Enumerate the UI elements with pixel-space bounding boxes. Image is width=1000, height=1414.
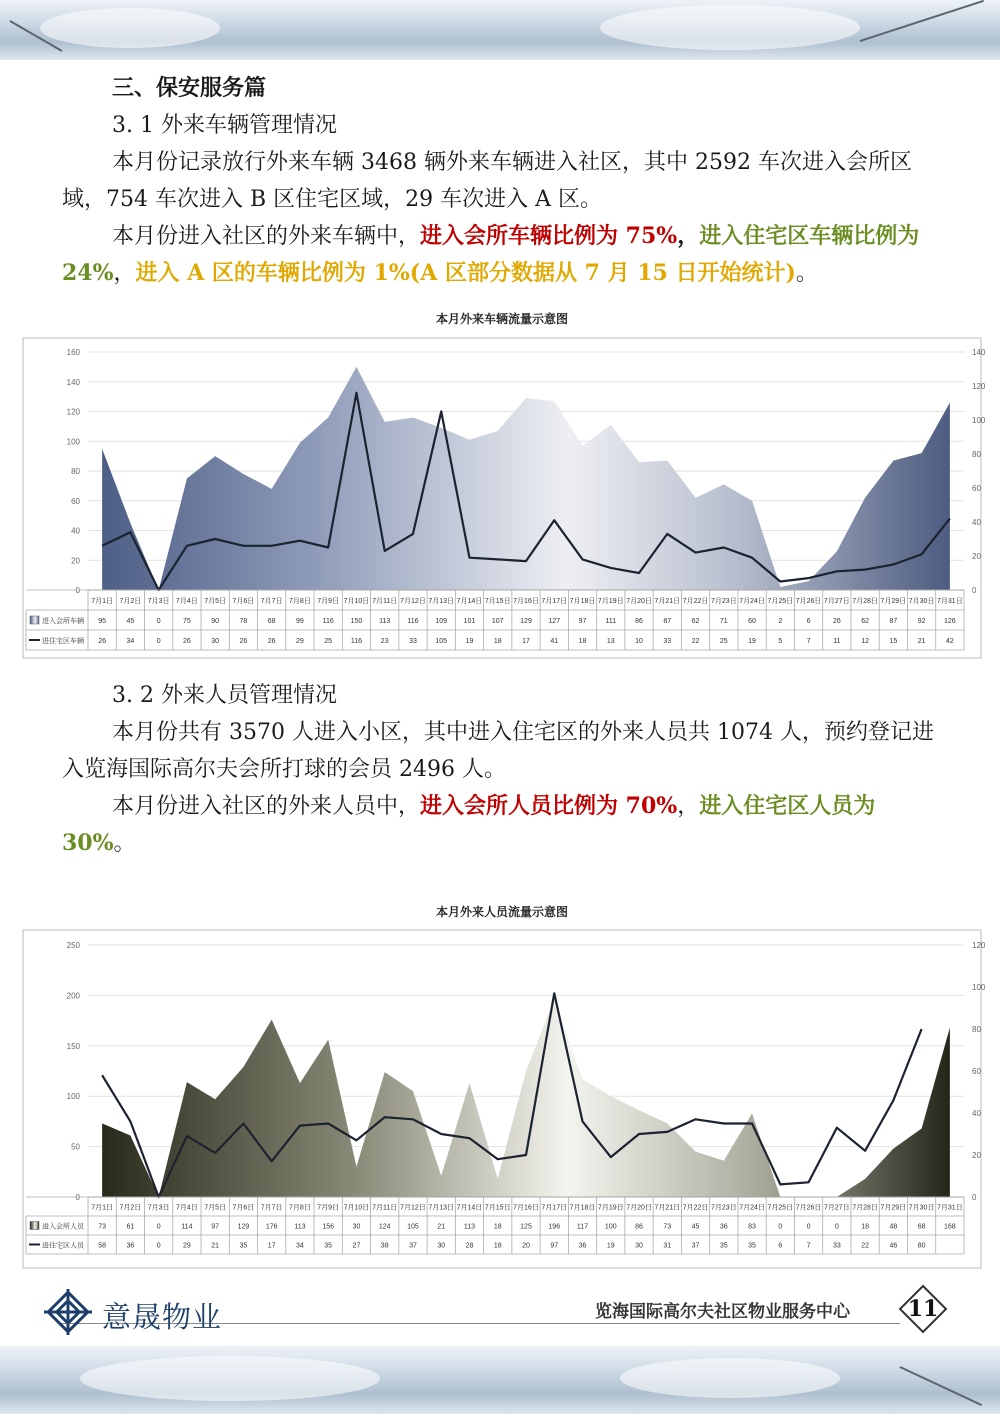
text-span: ， bbox=[113, 261, 136, 286]
y-right-tick-label: 100 bbox=[972, 983, 986, 992]
y-right-tick-label: 20 bbox=[972, 552, 981, 561]
y-right-tick-label: 140 bbox=[972, 348, 986, 357]
x-tick-label: 7月22日 bbox=[682, 598, 709, 605]
y-right-tick-label: 120 bbox=[972, 941, 986, 950]
frost-decoration bbox=[80, 1356, 380, 1401]
table-cell-value: 26 bbox=[183, 638, 191, 645]
y-right-tick-label: 80 bbox=[972, 450, 981, 459]
table-cell-value: 18 bbox=[578, 638, 587, 645]
table-cell-value: 21 bbox=[437, 1223, 446, 1231]
x-tick-label: 7月28日 bbox=[852, 1204, 878, 1212]
y-right-tick-label: 0 bbox=[972, 586, 977, 595]
y-left-tick-label: 20 bbox=[71, 556, 80, 566]
y-left-tick-label: 100 bbox=[66, 437, 80, 447]
x-tick-label: 7月6日 bbox=[232, 1204, 255, 1212]
x-tick-label: 7月8日 bbox=[289, 1204, 311, 1212]
table-cell-value: 36 bbox=[719, 1223, 728, 1231]
table-cell-value: 68 bbox=[267, 618, 276, 625]
table-cell-value: 150 bbox=[350, 618, 363, 625]
bottom-banner bbox=[0, 1346, 1000, 1414]
table-cell-value: 2 bbox=[778, 618, 783, 625]
x-tick-label: 7月8日 bbox=[289, 598, 311, 605]
x-tick-label: 7月9日 bbox=[317, 1204, 340, 1212]
y-left-tick-label: 50 bbox=[71, 1142, 80, 1152]
y-left-tick-label: 160 bbox=[66, 348, 80, 357]
table-cell-value: 37 bbox=[691, 1242, 700, 1250]
x-tick-label: 7月26日 bbox=[795, 598, 822, 605]
chart-title: 本月外来人员流量示意图 bbox=[435, 905, 569, 919]
y-right-tick-label: 60 bbox=[972, 1067, 981, 1076]
x-tick-label: 7月23日 bbox=[710, 598, 737, 605]
x-tick-label: 7月7日 bbox=[260, 1204, 283, 1212]
table-cell-value: 116 bbox=[407, 618, 419, 625]
table-cell-value: 116 bbox=[350, 638, 363, 645]
residential-people-ratio: 进入住宅区人员为 30% bbox=[62, 793, 876, 856]
y-left-tick-label: 60 bbox=[71, 496, 80, 506]
table-cell-value: 113 bbox=[294, 1223, 306, 1231]
table-cell-value: 45 bbox=[126, 618, 135, 625]
x-tick-label: 7月29日 bbox=[880, 1204, 907, 1212]
subsection-title-people: 3. 2 外来人员管理情况 bbox=[112, 683, 337, 708]
series-area-clubhouse bbox=[102, 367, 950, 590]
table-cell-value: 10 bbox=[635, 638, 643, 645]
y-right-tick-label: 40 bbox=[972, 1109, 981, 1118]
table-cell-value: 36 bbox=[578, 1242, 587, 1250]
table-cell-value: 73 bbox=[663, 1223, 672, 1231]
table-cell-value: 12 bbox=[861, 638, 869, 645]
table-cell-value: 23 bbox=[380, 638, 389, 645]
table-cell-value: 95 bbox=[98, 618, 107, 625]
table-cell-value: 100 bbox=[604, 1223, 617, 1231]
table-cell-value: 22 bbox=[861, 1242, 869, 1250]
table-cell-value: 19 bbox=[748, 638, 756, 645]
table-cell-value: 26 bbox=[239, 638, 248, 645]
table-cell-value: 116 bbox=[322, 618, 334, 625]
table-cell-value: 25 bbox=[324, 638, 333, 645]
table-cell-value: 97 bbox=[550, 1242, 559, 1250]
x-tick-label: 7月2日 bbox=[119, 598, 142, 605]
x-tick-label: 7月19日 bbox=[597, 1204, 624, 1212]
table-cell-value: 176 bbox=[265, 1223, 278, 1231]
x-tick-label: 7月10日 bbox=[343, 598, 370, 605]
table-cell-value: 86 bbox=[635, 1223, 643, 1231]
table-cell-value: 111 bbox=[605, 618, 617, 625]
table-cell-value: 75 bbox=[183, 618, 191, 625]
table-cell-value: 92 bbox=[917, 618, 926, 625]
table-cell-value: 101 bbox=[463, 618, 476, 625]
x-tick-label: 7月26日 bbox=[795, 1204, 822, 1212]
x-tick-label: 7月4日 bbox=[176, 1204, 198, 1212]
table-cell-value: 42 bbox=[945, 638, 954, 645]
table-cell-value: 58 bbox=[98, 1242, 107, 1250]
y-right-tick-label: 80 bbox=[972, 1025, 981, 1034]
legend-label: 进入会所人员 bbox=[42, 1223, 84, 1231]
table-cell-value: 86 bbox=[635, 618, 643, 625]
table-cell-value: 11 bbox=[833, 638, 841, 645]
table-cell-value: 29 bbox=[296, 638, 304, 645]
table-cell-value: 36 bbox=[126, 1242, 135, 1250]
table-cell-value: 33 bbox=[663, 638, 672, 645]
frost-decoration bbox=[600, 5, 860, 50]
x-tick-label: 7月14日 bbox=[456, 598, 483, 605]
x-tick-label: 7月1日 bbox=[91, 598, 114, 605]
table-cell-value: 68 bbox=[917, 1223, 926, 1231]
people-flow-chart bbox=[22, 895, 986, 1270]
x-tick-label: 7月12日 bbox=[400, 1204, 426, 1212]
table-cell-value: 0 bbox=[156, 1242, 161, 1250]
x-tick-label: 7月6日 bbox=[232, 598, 255, 605]
x-tick-label: 7月20日 bbox=[626, 598, 652, 605]
table-cell-value: 97 bbox=[211, 1223, 220, 1231]
table-cell-value: 0 bbox=[156, 638, 161, 645]
table-cell-value: 34 bbox=[126, 638, 135, 645]
table-cell-value: 18 bbox=[861, 1223, 869, 1231]
table-cell-value: 15 bbox=[889, 638, 898, 645]
x-tick-label: 7月5日 bbox=[204, 1204, 227, 1212]
subsection-title-vehicles: 3. 1 外来车辆管理情况 bbox=[112, 113, 337, 138]
table-cell-value: 114 bbox=[181, 1223, 193, 1231]
chart-title: 本月外来车辆流量示意图 bbox=[435, 312, 569, 326]
x-tick-label: 7月18日 bbox=[569, 1204, 596, 1212]
y-left-tick-label: 80 bbox=[71, 467, 80, 476]
logo-text: 意晟物业 bbox=[102, 1300, 223, 1334]
table-cell-value: 26 bbox=[98, 638, 107, 645]
x-tick-label: 7月10日 bbox=[343, 1204, 370, 1212]
x-tick-label: 7月4日 bbox=[176, 598, 198, 605]
x-tick-label: 7月27日 bbox=[823, 1204, 850, 1212]
x-tick-label: 7月11日 bbox=[372, 1204, 398, 1212]
clubhouse-vehicle-ratio: 进入会所车辆比例为 75% bbox=[420, 223, 678, 249]
text-span: 本月份进入社区的外来人员中， bbox=[112, 794, 421, 819]
table-cell-value: 30 bbox=[352, 1223, 361, 1231]
x-tick-label: 7月24日 bbox=[739, 1204, 765, 1212]
table-cell-value: 30 bbox=[211, 638, 220, 645]
x-tick-label: 7月12日 bbox=[400, 598, 426, 605]
table-cell-value: 62 bbox=[861, 618, 869, 625]
table-cell-value: 60 bbox=[748, 618, 756, 625]
table-cell-value: 113 bbox=[463, 1223, 476, 1231]
x-tick-label: 7月28日 bbox=[852, 598, 878, 605]
people-ratio-paragraph bbox=[62, 788, 942, 862]
table-cell-value: 0 bbox=[778, 1223, 783, 1231]
table-cell-value: 87 bbox=[663, 618, 672, 625]
y-right-tick-label: 60 bbox=[972, 484, 981, 493]
frost-decoration bbox=[620, 1358, 840, 1398]
table-cell-value: 26 bbox=[267, 638, 276, 645]
table-cell-value: 87 bbox=[889, 618, 898, 625]
table-cell-value: 17 bbox=[522, 638, 530, 645]
x-tick-label: 7月24日 bbox=[739, 598, 765, 605]
table-cell-value: 27 bbox=[352, 1242, 361, 1250]
table-cell-value: 117 bbox=[576, 1223, 589, 1231]
table-cell-value: 26 bbox=[832, 618, 841, 625]
zone-a-vehicle-ratio: 进入 A 区的车辆比例为 1%(A 区部分数据从 7 月 15 日开始统计) bbox=[135, 260, 796, 286]
legend-label: 进住宅区人员 bbox=[42, 1242, 84, 1250]
x-tick-label: 7月19日 bbox=[597, 598, 624, 605]
residential-vehicle-ratio: 进入住宅区车辆比例为 24% bbox=[62, 223, 920, 286]
series-area-clubhouse bbox=[102, 999, 950, 1197]
page-number-box bbox=[898, 1284, 948, 1334]
vehicle-ratio-paragraph bbox=[62, 218, 942, 292]
table-cell-value: 19 bbox=[606, 1242, 615, 1250]
table-cell-value: 97 bbox=[578, 618, 587, 625]
table-cell-value: 18 bbox=[493, 1242, 502, 1250]
table-cell-value: 196 bbox=[548, 1223, 561, 1231]
x-tick-label: 7月30日 bbox=[908, 598, 935, 605]
text-span: ， bbox=[677, 794, 700, 819]
table-cell-value: 109 bbox=[435, 618, 448, 625]
chart-frame bbox=[23, 930, 981, 1268]
table-cell-value: 33 bbox=[409, 638, 417, 645]
y-right-tick-label: 120 bbox=[972, 382, 986, 391]
table-cell-value: 129 bbox=[520, 618, 532, 625]
table-cell-value: 62 bbox=[691, 618, 700, 625]
x-tick-label: 7月27日 bbox=[823, 598, 850, 605]
table-cell-value: 21 bbox=[917, 638, 926, 645]
table-cell-value: 0 bbox=[156, 1223, 161, 1231]
x-tick-label: 7月14日 bbox=[456, 1204, 483, 1212]
table-cell-value: 168 bbox=[944, 1223, 956, 1231]
table-cell-value: 7 bbox=[806, 1242, 811, 1250]
table-cell-value: 30 bbox=[635, 1242, 643, 1250]
legend-label: 进入会所车辆 bbox=[42, 618, 84, 625]
page-number: 11 bbox=[907, 1296, 939, 1322]
x-tick-label: 7月30日 bbox=[908, 1204, 935, 1212]
x-tick-label: 7月11日 bbox=[372, 598, 398, 605]
table-cell-value: 156 bbox=[322, 1223, 335, 1231]
y-left-tick-label: 200 bbox=[66, 991, 80, 1001]
x-tick-label: 7月29日 bbox=[880, 598, 907, 605]
x-tick-label: 7月7日 bbox=[260, 598, 283, 605]
y-right-tick-label: 40 bbox=[972, 518, 981, 527]
x-tick-label: 7月25日 bbox=[767, 598, 794, 605]
y-left-tick-label: 150 bbox=[66, 1041, 80, 1051]
x-tick-label: 7月22日 bbox=[682, 1204, 709, 1212]
text-span: 。 bbox=[113, 831, 136, 856]
vehicle-flow-chart bbox=[22, 300, 986, 660]
company-logo bbox=[40, 1287, 260, 1337]
x-tick-label: 7月3日 bbox=[147, 598, 170, 605]
branch-decoration bbox=[900, 1366, 982, 1406]
table-cell-value: 17 bbox=[267, 1242, 276, 1250]
table-cell-value: 71 bbox=[719, 618, 728, 625]
table-cell-value: 30 bbox=[437, 1242, 446, 1250]
table-cell-value: 105 bbox=[435, 638, 448, 645]
legend-label: 进住宅区车辆 bbox=[42, 638, 84, 645]
table-cell-value: 35 bbox=[748, 1242, 756, 1250]
section-text bbox=[62, 70, 942, 292]
y-left-tick-label: 250 bbox=[66, 941, 80, 950]
table-cell-value: 6 bbox=[806, 618, 811, 625]
table-cell-value: 48 bbox=[889, 1223, 898, 1231]
x-tick-label: 7月16日 bbox=[513, 598, 539, 605]
table-cell-value: 5 bbox=[778, 638, 783, 645]
table-cell-value: 113 bbox=[379, 618, 391, 625]
x-tick-label: 7月23日 bbox=[710, 1204, 737, 1212]
table-cell-value: 80 bbox=[917, 1242, 926, 1250]
clubhouse-people-ratio: 进入会所人员比例为 70% bbox=[420, 793, 678, 819]
logo-icon bbox=[40, 1287, 96, 1337]
x-tick-label: 7月17日 bbox=[541, 598, 568, 605]
legend-swatch-area bbox=[30, 616, 39, 624]
x-tick-label: 7月15日 bbox=[484, 1204, 511, 1212]
table-cell-value: 35 bbox=[719, 1242, 728, 1250]
table-cell-value: 0 bbox=[834, 1223, 839, 1231]
table-cell-value: 34 bbox=[296, 1242, 304, 1250]
table-cell-value: 46 bbox=[889, 1242, 898, 1250]
table-cell-value: 73 bbox=[98, 1223, 107, 1231]
table-cell-value: 35 bbox=[239, 1242, 248, 1250]
table-cell-value: 35 bbox=[324, 1242, 333, 1250]
table-cell-value: 19 bbox=[465, 638, 474, 645]
table-cell-value: 127 bbox=[548, 618, 561, 625]
x-tick-label: 7月9日 bbox=[317, 598, 340, 605]
y-right-tick-label: 20 bbox=[972, 1151, 981, 1160]
x-tick-label: 7月31日 bbox=[937, 1204, 963, 1212]
text-span: 本月份进入社区的外来车辆中， bbox=[112, 224, 421, 249]
table-cell-value: 29 bbox=[183, 1242, 191, 1250]
table-cell-value: 37 bbox=[409, 1242, 417, 1250]
table-cell-value: 41 bbox=[550, 638, 559, 645]
branch-decoration bbox=[860, 0, 984, 42]
x-tick-label: 7月21日 bbox=[654, 1204, 681, 1212]
x-tick-label: 7月2日 bbox=[119, 1204, 142, 1212]
x-tick-label: 7月15日 bbox=[484, 598, 511, 605]
people-paragraph: 本月份共有 3570 人进入小区，其中进入住宅区的外来人员共 1074 人，预约登记进入览海国际高尔夫会所打球的会员 2496 人。 bbox=[62, 720, 934, 782]
y-right-tick-label: 0 bbox=[972, 1193, 977, 1202]
x-tick-label: 7月21日 bbox=[654, 598, 681, 605]
section-text-people bbox=[62, 677, 942, 862]
x-tick-label: 7月3日 bbox=[147, 1204, 170, 1212]
x-tick-label: 7月20日 bbox=[626, 1204, 652, 1212]
table-cell-value: 31 bbox=[663, 1242, 672, 1250]
table-cell-value: 28 bbox=[465, 1242, 474, 1250]
x-tick-label: 7月25日 bbox=[767, 1204, 794, 1212]
table-cell-value: 0 bbox=[156, 618, 161, 625]
x-tick-label: 7月13日 bbox=[428, 1204, 455, 1212]
table-cell-value: 0 bbox=[806, 1223, 811, 1231]
x-tick-label: 7月18日 bbox=[569, 598, 596, 605]
x-tick-label: 7月5日 bbox=[204, 598, 227, 605]
table-cell-value: 78 bbox=[239, 618, 248, 625]
table-cell-value: 13 bbox=[606, 638, 615, 645]
y-left-tick-label: 100 bbox=[66, 1092, 80, 1102]
y-right-tick-label: 100 bbox=[972, 416, 986, 425]
table-cell-value: 38 bbox=[380, 1242, 389, 1250]
y-left-tick-label: 0 bbox=[75, 1193, 80, 1202]
table-cell-value: 18 bbox=[493, 638, 502, 645]
table-cell-value: 107 bbox=[491, 618, 504, 625]
x-tick-label: 7月1日 bbox=[91, 1204, 114, 1212]
table-cell-value: 7 bbox=[806, 638, 811, 645]
table-cell-value: 45 bbox=[691, 1223, 700, 1231]
top-banner bbox=[0, 0, 1000, 60]
text-span: ， bbox=[677, 223, 700, 249]
x-tick-label: 7月16日 bbox=[513, 1204, 539, 1212]
table-cell-value: 25 bbox=[719, 638, 728, 645]
y-left-tick-label: 140 bbox=[66, 377, 80, 387]
frost-decoration bbox=[40, 8, 220, 48]
x-tick-label: 7月17日 bbox=[541, 1204, 568, 1212]
table-cell-value: 20 bbox=[522, 1242, 530, 1250]
table-cell-value: 33 bbox=[832, 1242, 841, 1250]
table-cell-value: 18 bbox=[493, 1223, 502, 1231]
table-cell-value: 129 bbox=[237, 1223, 250, 1231]
table-cell-value: 125 bbox=[520, 1223, 532, 1231]
footer-org-name: 览海国际高尔夫社区物业服务中心 bbox=[595, 1302, 850, 1322]
y-left-tick-label: 120 bbox=[66, 407, 80, 417]
table-cell-value: 83 bbox=[748, 1223, 756, 1231]
table-cell-value: 21 bbox=[211, 1242, 220, 1250]
legend-swatch-area bbox=[30, 1222, 39, 1230]
table-cell-value: 22 bbox=[691, 638, 700, 645]
y-left-tick-label: 0 bbox=[75, 586, 80, 595]
table-cell-value: 124 bbox=[378, 1223, 391, 1231]
table-cell-value: 105 bbox=[407, 1223, 419, 1231]
table-cell-value: 90 bbox=[211, 618, 220, 625]
table-cell-value: 126 bbox=[944, 618, 956, 625]
section-heading: 三、保安服务篇 bbox=[112, 76, 267, 101]
table-cell-value: 61 bbox=[126, 1223, 135, 1231]
vehicle-paragraph: 本月份记录放行外来车辆 3468 辆外来车辆进入社区，其中 2592 车次进入会所区域，754 车次进入 B 区住宅区域，29 车次进入 A 区。 bbox=[62, 150, 912, 212]
text-span: 。 bbox=[795, 261, 818, 286]
x-tick-label: 7月13日 bbox=[428, 598, 455, 605]
table-cell-value: 6 bbox=[778, 1242, 783, 1250]
y-left-tick-label: 40 bbox=[71, 526, 80, 536]
table-cell-value: 99 bbox=[296, 618, 304, 625]
x-tick-label: 7月31日 bbox=[937, 598, 963, 605]
